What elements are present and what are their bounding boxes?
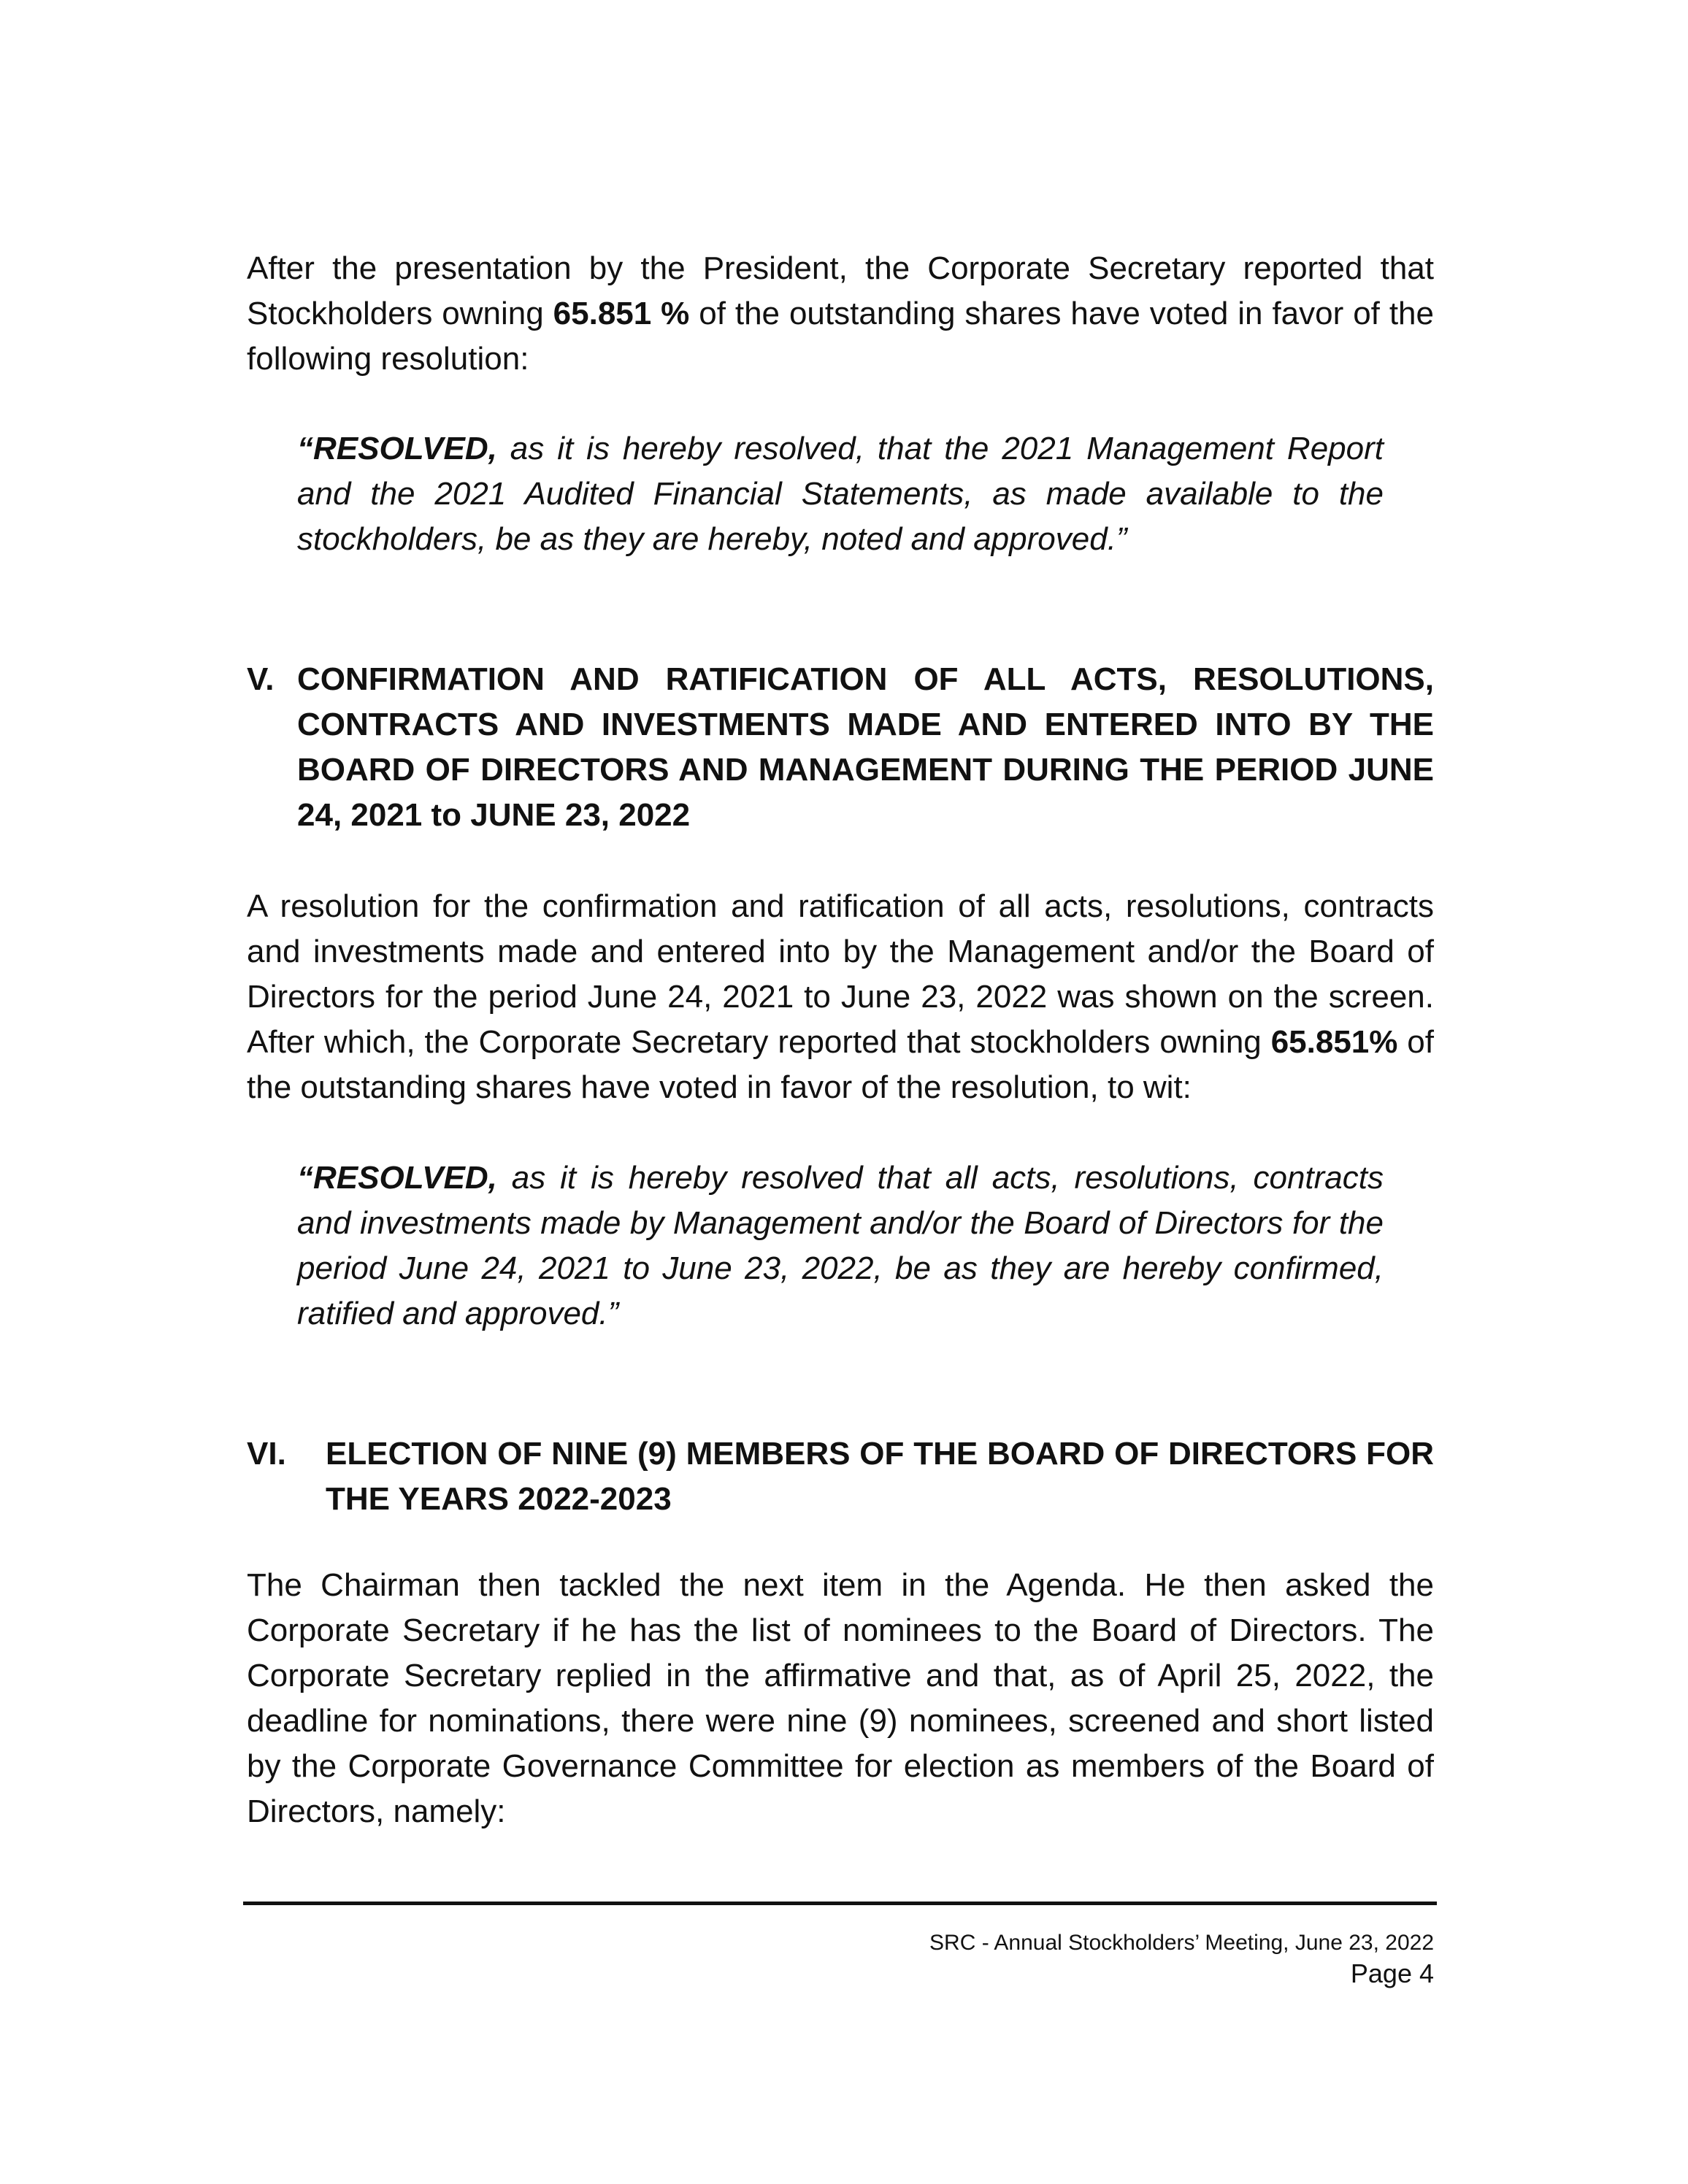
resolution-quote-management-report bbox=[297, 426, 1384, 562]
paragraph-president-report bbox=[247, 246, 1434, 382]
section-heading-vi bbox=[247, 1431, 1434, 1522]
footer-divider bbox=[243, 1902, 1437, 1905]
resolved-label: “RESOLVED, bbox=[297, 1160, 497, 1196]
paragraph-text: of the outstanding shares have voted in favor of the resolution, to wit: bbox=[247, 1024, 1434, 1105]
paragraph-ratification bbox=[247, 884, 1434, 1110]
paragraph-text: After the presentation by the President, the Corporate Secretary reported that Stockholders owning bbox=[247, 250, 1434, 331]
resolution-text: as it is hereby resolved, that the 2021 Management Report and the 2021 Audited Financial Statements, as made available to the stockholders, be as they are hereby, noted and approved.” bbox=[297, 431, 1384, 557]
paragraph-text: of the outstanding shares have voted in favor of the following resolution: bbox=[247, 296, 1434, 377]
section-title: CONFIRMATION AND RATIFICATION OF ALL ACTS, RESOLUTIONS, CONTRACTS AND INVESTMENTS MADE AND ENTERED INTO BY THE BOARD OF DIRECTORS AND MANAGEMENT DURING THE PERIOD JUNE 24, 2021 to JUNE 23, 2022 bbox=[297, 661, 1434, 833]
paragraph-text: A resolution for the confirmation and ratification of all acts, resolutions, contracts and investments made and entered into by the Management and/or the Board of Directors for the period June 24, 2021 to June 23, 2022 was shown on the screen. After which, the Corporate Secretary reported that stockholders owning bbox=[247, 888, 1434, 1060]
page-number: Page 4 bbox=[1350, 1958, 1434, 1988]
resolution-quote-ratification bbox=[297, 1156, 1384, 1337]
section-heading-v bbox=[247, 657, 1434, 838]
paragraph-nominees: The Chairman then tackled the next item in the Agenda. He then asked the Corporate Secretary if he has the list of nominees to the Board of Directors. The Corporate Secretary replied in the affirmative and that, as of April 25, 2022, the deadline for nominations, there were nine (9) nominees, screened and short listed by the Corporate Governance Committee for election as members of the Board of Directors, namely: bbox=[247, 1567, 1434, 1829]
footer-document-title: SRC - Annual Stockholders’ Meeting, June 23, 2022 bbox=[929, 1931, 1434, 1955]
resolved-label: “RESOLVED, bbox=[297, 431, 497, 466]
section-title: ELECTION OF NINE (9) MEMBERS OF THE BOARD OF DIRECTORS FOR THE YEARS 2022-2023 bbox=[326, 1436, 1434, 1517]
vote-percentage: 65.851% bbox=[1270, 1024, 1398, 1060]
section-number: VI. bbox=[247, 1436, 286, 1472]
resolution-text: as it is hereby resolved that all acts, resolutions, contracts and investments made by Management and/or the Board of Directors for the period June 24, 2021 to June 23, 2022, be as they are hereby confirmed, ratified and approved.” bbox=[297, 1160, 1384, 1331]
section-number: V. bbox=[247, 661, 275, 697]
vote-percentage: 65.851 % bbox=[553, 296, 690, 331]
